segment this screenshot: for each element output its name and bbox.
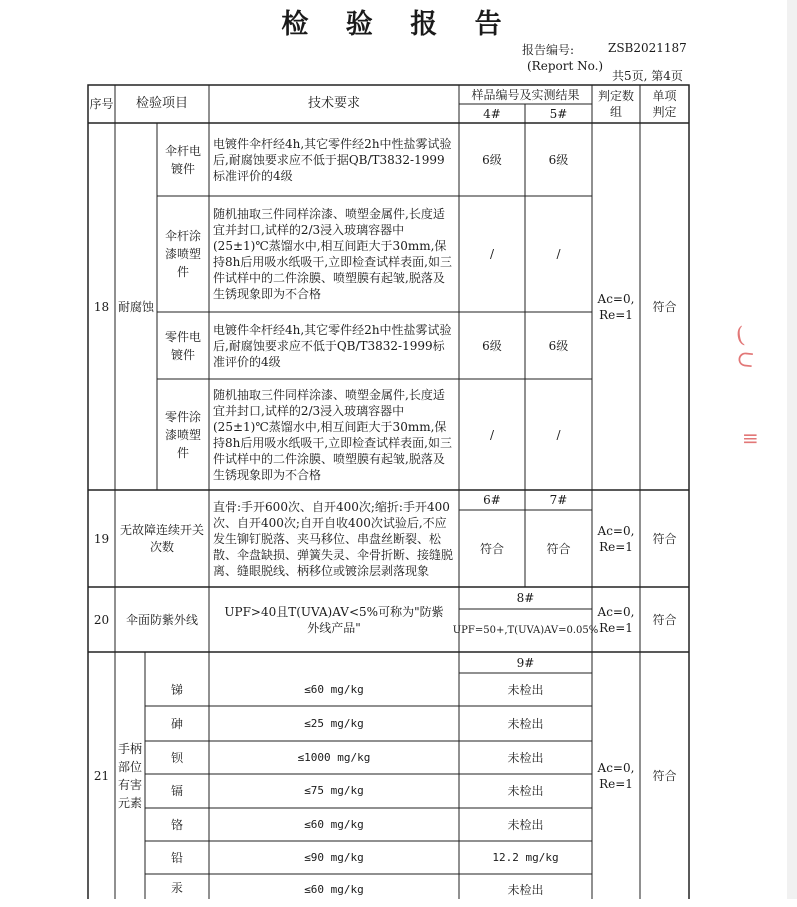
row21-element-5-name: 铬 — [170, 817, 183, 832]
row18-sub-2-result-5: / — [556, 247, 561, 261]
inspection-seal — [736, 322, 766, 374]
row20-seq: 20 — [93, 612, 110, 627]
row18-item: 耐腐蚀 — [117, 299, 154, 314]
header-judge: 单项判定 — [652, 89, 677, 119]
report-no-label: 报告编号: — [522, 43, 575, 57]
row21-element-1-result: 未检出 — [507, 682, 544, 697]
row21-element-5-result: 未检出 — [507, 817, 544, 832]
row19-requirement: 直骨:手开600次、自开400次;缩折:手开400次、自开400次;自开自收400次试验后,不应发生铆钉脱落、夹马移位、串盘丝断裂、松散、伞盘缺损、弹簧失灵、伞骨折断、接缝脱离、缝眼脱线、柄移位或镀涂层剥落现象 — [213, 499, 454, 578]
row21-element-6-name: 铅 — [170, 850, 183, 865]
row19-seq: 19 — [93, 531, 110, 546]
row21-judge-group: Ac=0, Re=1 — [597, 760, 635, 791]
row21-element-3-result: 未检出 — [507, 750, 544, 765]
row18-sub-3-requirement: 电镀件伞杆经4h,其它零件经2h中性盐雾试验后,耐腐蚀要求应不低于QB/T3832-1999标准评价的4级 — [213, 322, 452, 369]
row21-element-3-name: 钡 — [170, 750, 183, 765]
vertical-scrollbar[interactable] — [787, 0, 797, 899]
seal-glyph-2: ⊂ — [734, 346, 756, 374]
header-result: 样品编号及实测结果 — [471, 87, 580, 102]
row21-judge: 符合 — [652, 768, 677, 783]
row21-item: 手柄部位有害元素 — [117, 741, 142, 810]
row18-sub-1-requirement: 电镀件伞杆经4h,其它零件经2h中性盐雾试验后,耐腐蚀要求应不低于据QB/T3832-1999标准评价的4级 — [213, 136, 452, 183]
seal-glyph-1: ( — [734, 323, 747, 349]
row18-sub-2-requirement: 随机抽取三件同样涂漆、喷塑金属件,长度适宜并封口,试样的2/3浸入玻璃容器中(25±1)℃蒸馏水中,相互间距大于30mm,保持8h后用吸水纸吸干,立即检查试样表面,如三件试样中的二件涂膜、喷塑膜有起皱,脱落及生锈现象即为不合格 — [213, 207, 452, 301]
row18-sub-2-name: 伞杆涂漆喷塑件 — [165, 229, 202, 279]
row18-seq: 18 — [93, 299, 110, 314]
header-sample-5: 5# — [549, 106, 568, 121]
row20-item: 伞面防紫外线 — [125, 612, 198, 627]
row19-item: 无故障连续开关次数 — [119, 522, 204, 554]
row21-element-5-limit: ≤60 mg/kg — [304, 817, 364, 831]
row18-sub-1-result-4: 6级 — [482, 152, 502, 167]
row18-sub-3-result-4: 6级 — [482, 338, 502, 353]
row18-sub-1-result-5: 6级 — [548, 152, 569, 167]
row18-sub-4-name: 零件涂漆喷塑件 — [165, 409, 202, 460]
row21-element-1-limit: ≤60 mg/kg — [304, 682, 364, 696]
report-no-english-label: (Report No.) — [527, 59, 604, 73]
row20-judge-group: Ac=0, Re=1 — [597, 604, 635, 635]
document-title: 检 验 报 告 — [281, 9, 516, 40]
seal-fragment: ≡ — [742, 426, 759, 450]
row21-element-7-name: 汞 — [170, 881, 183, 895]
row19-result-7: 符合 — [546, 541, 571, 556]
row21-element-4-limit: ≤75 mg/kg — [304, 784, 364, 797]
row21-element-4-name: 镉 — [170, 784, 183, 798]
row18-sub-3-result-5: 6级 — [548, 338, 569, 353]
row21-element-2-result: 未检出 — [507, 716, 544, 731]
row20-sample-8: 8# — [516, 591, 535, 605]
row20-result-8: UPF=50+,T(UVA)AV=0.05% — [452, 624, 599, 636]
page-info: 共5页, 第4页 — [612, 69, 683, 83]
row19-sample-7: 7# — [549, 493, 568, 507]
row19-result-6: 符合 — [479, 541, 504, 556]
row21-element-3-limit: ≤1000 mg/kg — [297, 750, 371, 764]
header-judge-group: 判定数组 — [598, 89, 635, 119]
row18-sub-3-name: 零件电镀件 — [164, 329, 201, 362]
row18-sub-4-result-4: / — [489, 427, 495, 442]
row21-element-6-limit: ≤90 mg/kg — [304, 850, 364, 864]
row21-element-4-result: 未检出 — [507, 784, 544, 798]
row18-sub-4-requirement: 随机抽取三件同样涂漆、喷塑金属件,长度适宜并封口,试样的2/3浸入玻璃容器中(25±1)℃蒸馏水中,相互间距大于30mm,保持8h后用吸水纸吸干,立即检查试样表面,如三件试样中的二件涂膜、喷塑膜有起皱,脱落及生锈现象即为不合格 — [213, 387, 452, 482]
header-requirement: 技术要求 — [307, 96, 360, 111]
row18-sub-4-result-5: / — [556, 427, 561, 442]
row19-judge-group: Ac=0, Re=1 — [597, 523, 635, 554]
report-no-value: ZSB2021187 — [608, 41, 687, 55]
row21-seq: 21 — [93, 768, 110, 783]
header-sample-4: 4# — [483, 106, 501, 121]
row19-sample-6: 6# — [483, 493, 501, 507]
row20-requirement: UPF>40且T(UVA)AV<5%可称为"防紫外线产品" — [224, 604, 444, 635]
row18-sub-2-result-4: / — [489, 247, 495, 261]
row21-element-2-limit: ≤25 mg/kg — [304, 716, 364, 730]
row18-judge: 符合 — [652, 299, 677, 314]
row20-judge: 符合 — [652, 612, 677, 627]
row21-sample-9: 9# — [516, 655, 535, 670]
row21-element-1-name: 锑 — [170, 682, 183, 697]
row19-judge: 符合 — [652, 531, 677, 546]
row21-element-6-result: 12.2 mg/kg — [492, 850, 559, 864]
row21-element-7-result: 未检出 — [507, 883, 544, 897]
row21-element-2-name: 砷 — [170, 716, 183, 731]
row21-element-7-limit: ≤60 mg/kg — [304, 883, 364, 896]
header-seq: 序号 — [89, 96, 114, 111]
header-item: 检验项目 — [135, 96, 188, 111]
row18-sub-1-name: 伞杆电镀件 — [165, 143, 202, 176]
row18-judge-group: Ac=0, Re=1 — [597, 291, 635, 322]
